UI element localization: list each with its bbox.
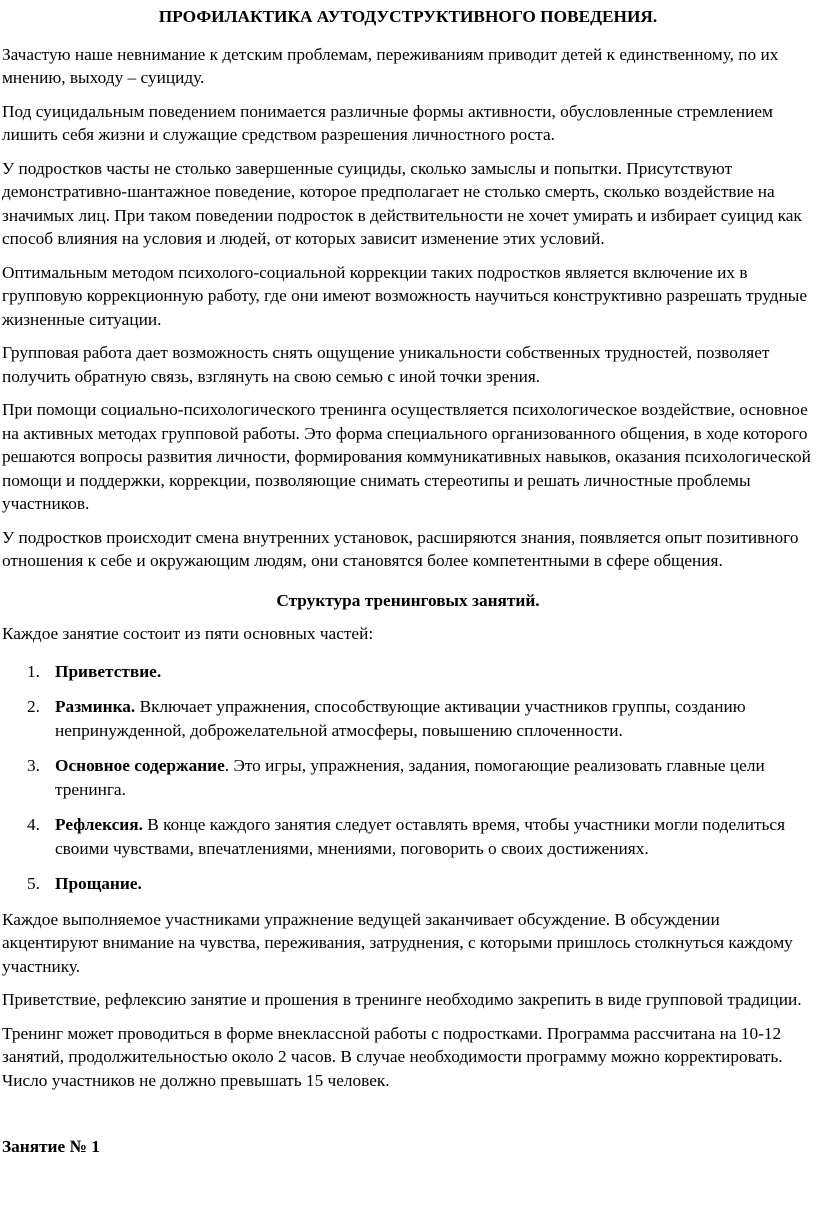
- paragraph: У подростков часты не столько завершенные суициды, сколько замыслы и попытки. Присутствуют демонстративно-шантажное поведение, которое предполагает не столько смерть, сколько воздействие на значимых лиц. При таком поведении подросток в действительности не хочет умирать и избирает суицид как способ влияния на условия и людей, от которых зависит изменение этих условий.: [2, 158, 802, 248]
- section-title: Структура тренинговых занятий.: [276, 590, 540, 610]
- list-item-text: Включает упражнения, способствующие активации участников группы, созданию непринужденной, доброжелательной атмосферы, повышению сплоченности.: [55, 697, 746, 740]
- list-item-heading: Основное содержание: [55, 756, 225, 775]
- document-title: ПРОФИЛАКТИКА АУТОДУСТРУКТИВНОГО ПОВЕДЕНИЯ.: [158, 7, 658, 26]
- list-item: [2, 695, 814, 742]
- list-item-heading: Разминка.: [55, 697, 136, 716]
- paragraph: У подростков происходит смена внутренних установок, расширяются знания, появляется опыт позитивного отношения к себе и окружающим людям, они становятся более компетентными в сфере общения.: [2, 527, 799, 570]
- list-item: [2, 754, 814, 801]
- section-intro: Каждое занятие состоит из пяти основных частей:: [2, 624, 374, 643]
- list-item: [2, 660, 814, 684]
- paragraph: Приветствие, рефлексию занятие и прошения в тренинге необходимо закрепить в виде групповой традиции.: [2, 990, 802, 1009]
- list-item-text: . Это игры, упражнения, задания, помогающие реализовать главные цели тренинга.: [55, 756, 765, 799]
- lesson-heading: Занятие № 1: [2, 1137, 100, 1156]
- list-item: [2, 813, 814, 860]
- list-item-text: В конце каждого занятия следует оставлять время, чтобы участники могли поделиться своими чувствами, впечатлениями, мнениями, поговорить о своих достижениях.: [55, 815, 786, 858]
- steps-list: [2, 660, 814, 896]
- paragraph: Зачастую наше невнимание к детским проблемам, переживаниям приводит детей к единственному, по их мнению, выходу – суициду.: [2, 44, 779, 87]
- list-item-heading: Рефлексия.: [55, 815, 143, 834]
- list-item-heading: Приветствие.: [55, 661, 162, 681]
- list-item: [2, 872, 814, 896]
- list-number: 1.: [27, 661, 40, 681]
- paragraph: Тренинг может проводиться в форме внеклассной работы с подростками. Программа рассчитана на 10-12 занятий, продолжительностью около 2 часов. В случае необходимости программу можно корректировать. Число участников не должно превышать 15 человек.: [2, 1023, 783, 1090]
- paragraph: Каждое выполняемое участниками упражнение ведущей заканчивает обсуждение. В обсуждении акцентируют внимание на чувства, переживания, затруднения, с которыми пришлось столкнуться каждому участнику.: [2, 909, 793, 976]
- list-number: 4.: [27, 815, 40, 834]
- paragraph: Оптимальным методом психолого-социальной коррекции таких подростков является включение их в групповую коррекционную работу, где они имеют возможность научиться конструктивно разрешать трудные жизненные ситуации.: [2, 262, 808, 329]
- list-item-heading: Прощание.: [55, 874, 142, 893]
- list-number: 2.: [27, 697, 40, 716]
- paragraph: Групповая работа дает возможность снять ощущение уникальности собственных трудностей, позволяет получить обратную связь, взглянуть на свою семью с иной точки зрения.: [2, 343, 770, 386]
- paragraph: Под суицидальным поведением понимается различные формы активности, обусловленные стремлением лишить себя жизни и служащие средством разрешения личностного роста.: [2, 101, 773, 144]
- list-number: 5.: [27, 874, 40, 893]
- list-number: 3.: [27, 756, 40, 775]
- paragraph: При помощи социально-психологического тренинга осуществляется психологическое воздействие, основное на активных методах групповой работы. Это форма специального организованного общения, в ходе которого решаются вопросы развития личности, формирования коммуникативных навыков, оказания психологической помощи и поддержки, коррекции, позволяющие снимать стереотипы и решать личностные проблемы участников.: [2, 400, 811, 513]
